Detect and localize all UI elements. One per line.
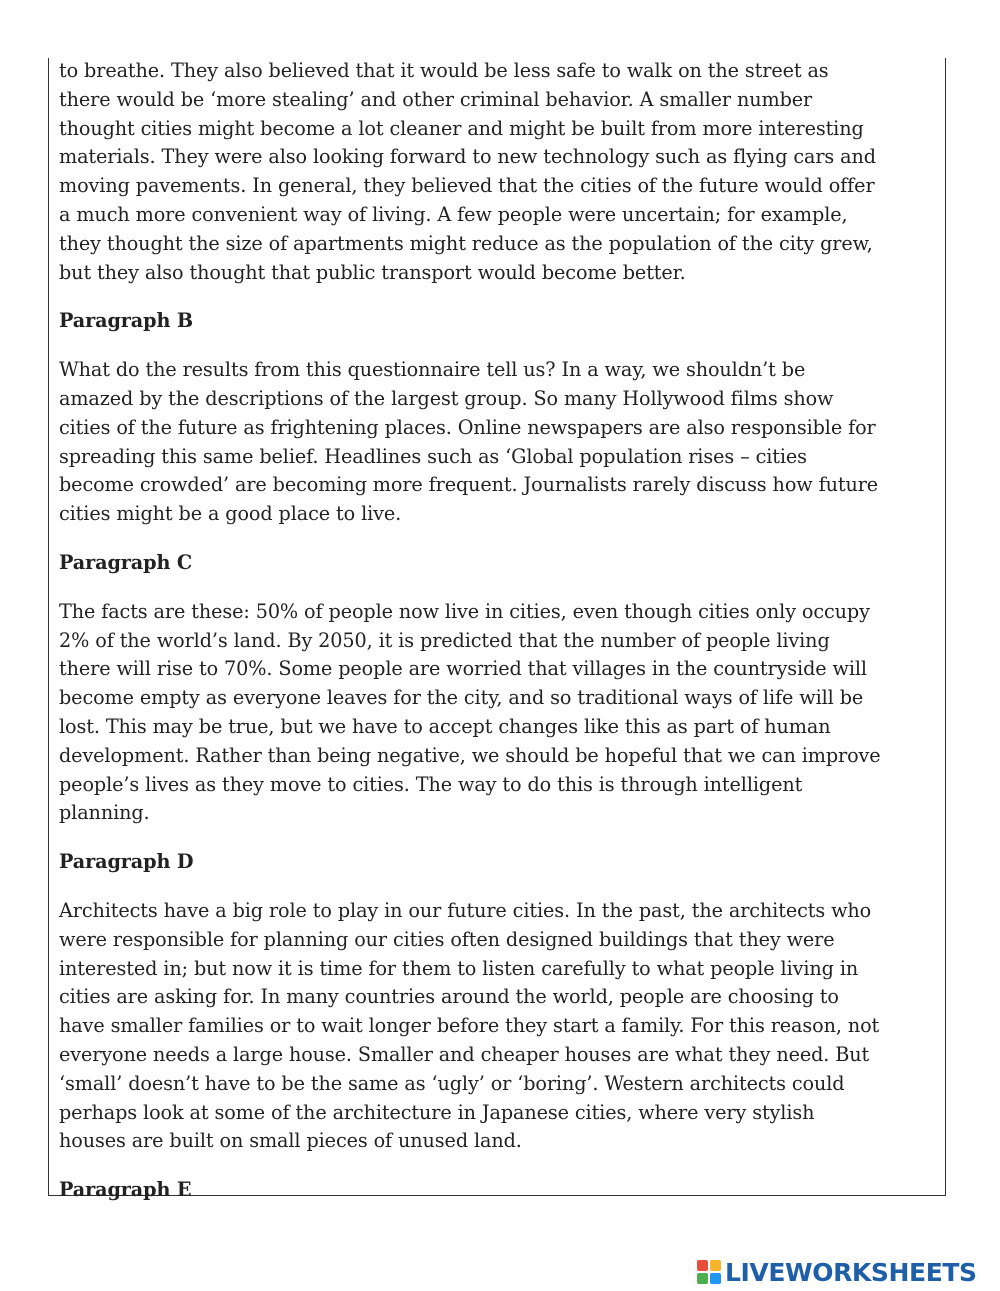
text-line: have smaller families or to wait longer before they start a family. For this reason, not (59, 1014, 880, 1038)
text-line: cities of the future as frightening places. Online newspapers are also responsible for (59, 415, 876, 439)
text-line: Architects have a big role to play in our future cities. In the past, the architects who (59, 898, 872, 922)
text-line: interested in; but now it is time for them to listen carefully to what people living in (59, 956, 859, 980)
text-line: ‘small’ doesn’t have to be the same as ‘ugly’ or ‘boring’. Western architects could (59, 1071, 845, 1095)
logo-block (710, 1273, 721, 1284)
text-line: What do the results from this questionnaire tell us? In a way, we shouldn’t be (59, 358, 806, 382)
document-body (59, 57, 939, 1205)
text-line: a much more convenient way of living. A few people were uncertain; for example, (59, 202, 848, 226)
text-line: moving pavements. In general, they believed that the cities of the future would offer (59, 174, 875, 198)
logo-block (697, 1273, 708, 1284)
text-line: lost. This may be true, but we have to accept changes like this as part of human (59, 714, 831, 738)
text-line: were responsible for planning our cities often designed buildings that they were (59, 927, 835, 951)
paragraph-d-heading: Paragraph D (59, 850, 194, 874)
text-line: there would be ‘more stealing’ and other criminal behavior. A smaller number (59, 87, 813, 111)
text-line: development. Rather than being negative, we should be hopeful that we can improve (59, 743, 881, 767)
paragraph-b-body (59, 356, 939, 529)
intro-paragraph (59, 57, 939, 287)
text-line: they thought the size of apartments might reduce as the population of the city grew, (59, 231, 873, 255)
text-line: become empty as everyone leaves for the city, and so traditional ways of life will be (59, 686, 864, 710)
paragraph-e-heading: Paragraph E (59, 1178, 192, 1202)
logo-block (710, 1260, 721, 1271)
liveworksheets-logo[interactable] (697, 1255, 977, 1289)
text-line: amazed by the descriptions of the largest group. So many Hollywood films show (59, 386, 834, 410)
paragraph-c-heading: Paragraph C (59, 550, 193, 574)
text-line: become crowded’ are becoming more frequent. Journalists rarely discuss how future (59, 473, 879, 497)
text-line: to breathe. They also believed that it would be less safe to walk on the street as (59, 59, 829, 82)
text-line: thought cities might become a lot cleaner and might be built from more interesting (59, 116, 864, 140)
logo-text: LIVEWORKSHEETS (725, 1257, 977, 1287)
paragraph-c-body (59, 598, 939, 828)
text-line: houses are built on small pieces of unused land. (59, 1129, 522, 1153)
text-line: 2% of the world’s land. By 2050, it is predicted that the number of people living (59, 628, 830, 652)
logo-blocks-icon (697, 1260, 721, 1284)
text-line: The facts are these: 50% of people now live in cities, even though cities only occupy (59, 599, 870, 623)
text-line: there will rise to 70%. Some people are worried that villages in the countryside will (59, 657, 867, 681)
text-line: planning. (59, 801, 150, 825)
text-line: everyone needs a large house. Smaller and cheaper houses are what they need. But (59, 1042, 870, 1066)
text-line: cities might be a good place to live. (59, 502, 402, 526)
logo-block (697, 1260, 708, 1271)
text-line: perhaps look at some of the architecture in Japanese cities, where very stylish (59, 1100, 815, 1124)
text-line: spreading this same belief. Headlines such as ‘Global population rises – cities (59, 444, 807, 468)
text-line: people’s lives as they move to cities. The way to do this is through intelligent (59, 772, 803, 796)
text-line: but they also thought that public transport would become better. (59, 260, 686, 284)
paragraph-d-body (59, 897, 939, 1156)
text-line: cities are asking for. In many countries around the world, people are choosing to (59, 985, 839, 1009)
paragraph-b-heading: Paragraph B (59, 309, 194, 333)
text-line: materials. They were also looking forward to new technology such as flying cars and (59, 145, 876, 169)
